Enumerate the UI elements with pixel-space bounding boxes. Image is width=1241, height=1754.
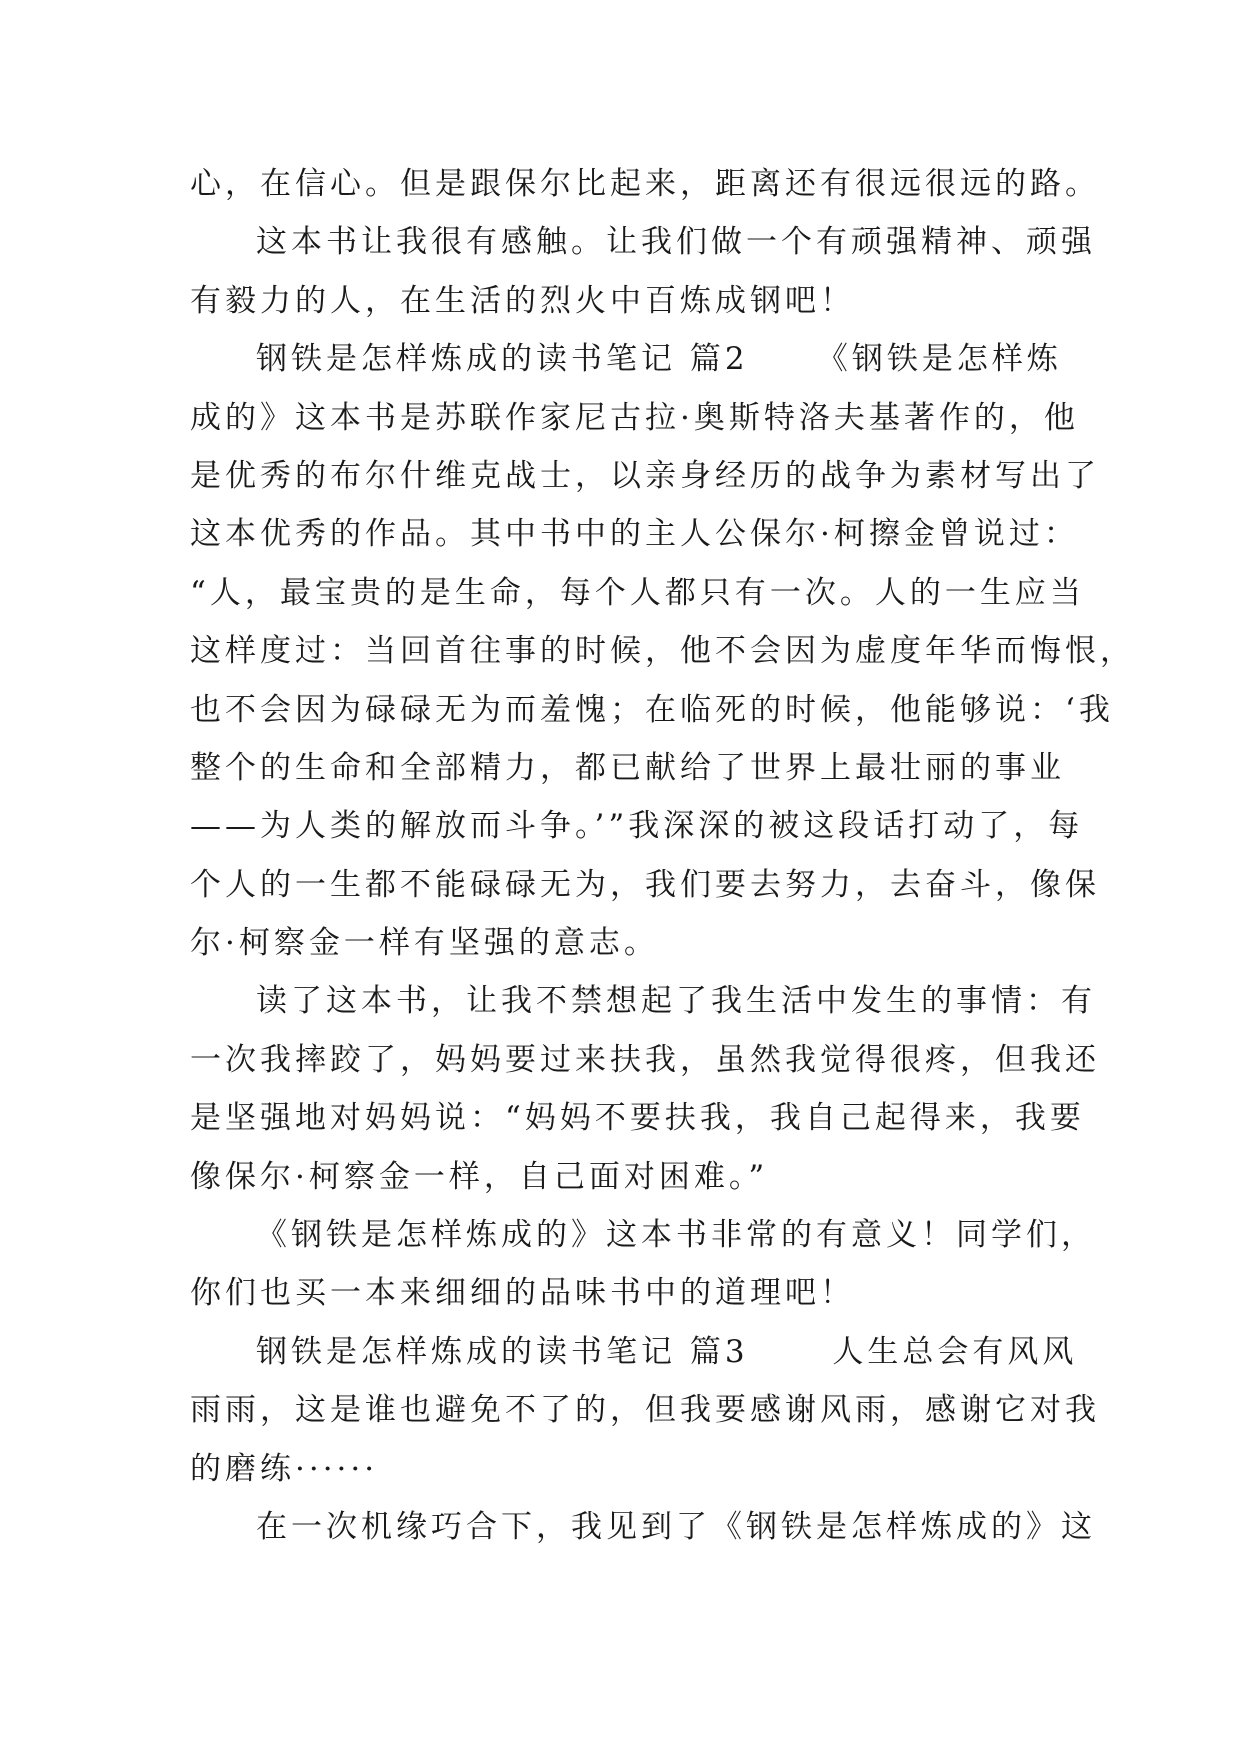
text-line-23: 的磨练······: [190, 1450, 379, 1487]
text-line-1: 心，在信心。但是跟保尔比起来，距离还有很远很远的路。: [190, 166, 1100, 202]
text-line-20: 你们也买一本来细细的品味书中的道理吧！: [190, 1275, 855, 1312]
text-line-8: “人，最宝贵的是生命，每个人都只有一次。人的一生应当: [190, 574, 1085, 611]
section-heading-3: 钢铁是怎样炼成的读书笔记 篇3 人生总会有风风: [256, 1333, 1078, 1370]
document-body: [190, 155, 1135, 1556]
text-line-22: 雨雨，这是谁也避免不了的，但我要感谢风雨，感谢它对我: [190, 1392, 1100, 1429]
text-line-17: 是坚强地对妈妈说：“妈妈不要扶我，我自己起得来，我要: [190, 1100, 1085, 1137]
section-heading-2: 钢铁是怎样炼成的读书笔记 篇2 《钢铁是怎样炼: [256, 341, 1062, 378]
text-line-18: 像保尔·柯察金一样，自己面对困难。”: [190, 1158, 769, 1195]
text-line-7: 这本优秀的作品。其中书中的主人公保尔·柯擦金曾说过：: [190, 516, 1079, 553]
text-line-15: 读了这本书，让我不禁想起了我生活中发生的事情：有: [256, 983, 1096, 1020]
text-line-6: 是优秀的布尔什维克战士，以亲身经历的战争为素材写出了: [190, 457, 1100, 494]
text-line-19: 《钢铁是怎样炼成的》这本书非常的有意义！同学们，: [256, 1217, 1096, 1254]
text-line-14: 尔·柯察金一样有坚强的意志。: [190, 925, 659, 962]
text-line-12: ——为人类的解放而斗争。’”我深深的被这段话打动了，每: [190, 808, 1084, 845]
text-line-2: 这本书让我很有感触。让我们做一个有顽强精神、顽强: [256, 224, 1096, 261]
text-line-16: 一次我摔跤了，妈妈要过来扶我，虽然我觉得很疼，但我还: [190, 1041, 1100, 1078]
text-line-3: 有毅力的人，在生活的烈火中百炼成钢吧！: [190, 282, 855, 319]
text-line-10: 也不会因为碌碌无为而羞愧；在临死的时候，他能够说：‘我: [190, 691, 1114, 728]
text-line-13: 个人的一生都不能碌碌无为，我们要去努力，去奋斗，像保: [190, 866, 1100, 903]
text-line-5: 成的》这本书是苏联作家尼古拉·奥斯特洛夫基著作的，他: [190, 399, 1079, 436]
text-line-24: 在一次机缘巧合下，我见到了《钢铁是怎样炼成的》这: [256, 1508, 1096, 1545]
text-line-11: 整个的生命和全部精力，都已献给了世界上最壮丽的事业: [190, 749, 1065, 786]
text-line-9: 这样度过：当回首往事的时候，他不会因为虚度年华而悔恨，: [190, 633, 1135, 670]
